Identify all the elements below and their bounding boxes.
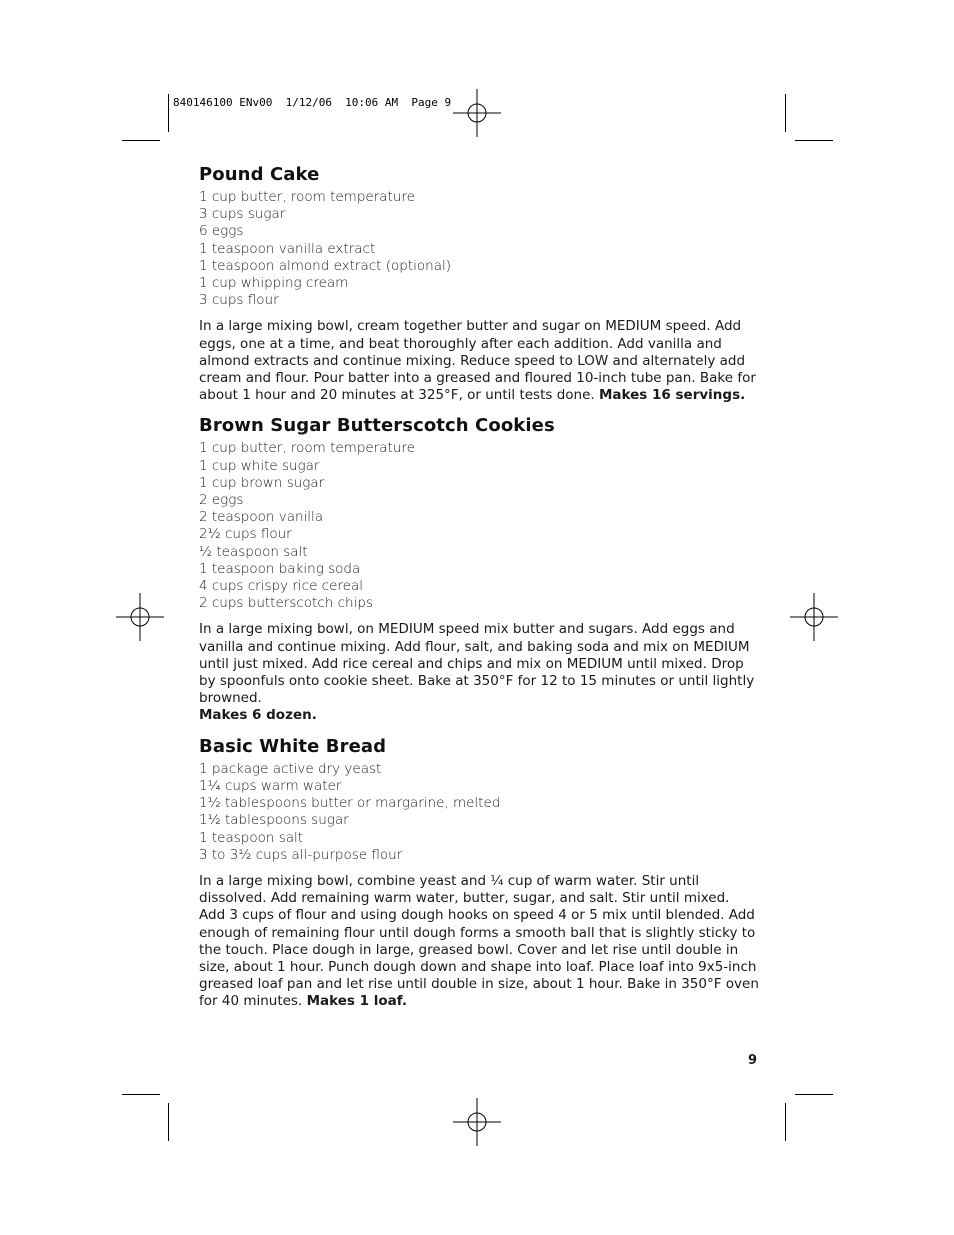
- ingredient: 1 cup white sugar: [199, 457, 320, 474]
- recipe-method: [199, 621, 759, 724]
- ingredient: 1 cup brown sugar: [199, 474, 325, 491]
- printer-slug: 840146100 ENv00 1/12/06 10:06 AM Page 9: [173, 96, 452, 109]
- registration-mark-left: [116, 593, 164, 641]
- registration-mark-top: [453, 89, 501, 137]
- ingredient: 2½ cups flour: [199, 526, 292, 543]
- recipe-title: Brown Sugar Butterscotch Cookies: [199, 415, 555, 437]
- ingredient: 1½ tablespoons butter or margarine, melted: [199, 795, 501, 812]
- ingredient: 1 teaspoon salt: [199, 829, 304, 846]
- recipe-method: [199, 873, 759, 1011]
- method-text: In a large mixing bowl, cream together butter and sugar on MEDIUM speed. Add eggs, one at a time, and beat thoroughly after each addition. Add vanilla and almond extracts and continue mixing. Reduce speed to LOW and alternately add cream and flour. Pour batter into a greased and floured 10-inch tube pan. Bake for about 1 hour and 20 minutes at 325°F, or until tests done.: [199, 318, 756, 404]
- crop-mark-top-left-h: [122, 140, 160, 141]
- recipe-yield: Makes 16 servings.: [598, 387, 746, 404]
- ingredient-list: [199, 761, 759, 864]
- ingredient: ½ teaspoon salt: [199, 543, 308, 560]
- recipe-white-bread: [199, 736, 759, 1011]
- method-text: In a large mixing bowl, combine yeast and ¼ cup of warm water. Stir until dissolved. Add remaining warm water, butter, sugar, and salt. Stir until mixed. Add 3 cups of flour and using dough hooks on speed 4 or 5 mix until blended. Add enough of remaining flour until dough forms a smooth ball that is slightly sticky to the touch. Place dough in large, greased bowl. Cover and let rise until double in size, about 1 hour. Punch dough down and shape into loaf. Place loaf into 9x5-inch greased loaf pan and let rise until double in size, about 1 hour. Bake in 350°F oven for 40 minutes.: [199, 872, 759, 1010]
- recipe-content: [199, 164, 759, 1022]
- recipe-butterscotch-cookies: [199, 415, 759, 724]
- ingredient: 1 cup whipping cream: [199, 275, 349, 292]
- ingredient: 3 to 3½ cups all-purpose flour: [199, 846, 403, 863]
- recipe-title: Basic White Bread: [199, 735, 387, 757]
- crop-mark-top-right-v: [785, 94, 786, 132]
- ingredient: 3 cups flour: [199, 292, 279, 309]
- ingredient: 1 package active dry yeast: [199, 760, 382, 777]
- method-text: In a large mixing bowl, on MEDIUM speed mix butter and sugars. Add eggs and vanilla and continue mixing. Add flour, salt, and baking soda and mix on MEDIUM until just mixed. Add rice cereal and chips and mix on MEDIUM until mixed. Drop by spoonfuls onto cookie sheet. Bake at 350°F for 12 to 15 minutes or until lightly browned.: [199, 621, 755, 707]
- crop-mark-top-right-h: [795, 140, 833, 141]
- ingredient: 6 eggs: [199, 223, 244, 240]
- recipe-method: [199, 318, 759, 404]
- ingredient-list: [199, 440, 759, 612]
- crop-mark-bottom-right-h: [795, 1094, 833, 1095]
- ingredient: 2 eggs: [199, 492, 244, 509]
- ingredient: 1 teaspoon vanilla extract: [199, 240, 376, 257]
- ingredient: 1 teaspoon almond extract (optional): [199, 257, 451, 274]
- recipe-pound-cake: [199, 164, 759, 404]
- ingredient: 1 cup butter, room temperature: [199, 440, 415, 457]
- crop-mark-bottom-left-v: [168, 1103, 169, 1141]
- ingredient: 4 cups crispy rice cereal: [199, 578, 363, 595]
- ingredient-list: [199, 189, 759, 309]
- ingredient: 1¼ cups warm water: [199, 777, 342, 794]
- crop-mark-top-left-v: [168, 94, 169, 132]
- ingredient: 1 cup butter, room temperature: [199, 189, 415, 205]
- ingredient: 2 teaspoon vanilla: [199, 509, 324, 526]
- page-number: 9: [748, 1053, 758, 1068]
- ingredient: 1½ tablespoons sugar: [199, 812, 349, 829]
- ingredient: 1 teaspoon baking soda: [199, 560, 361, 577]
- ingredient: 3 cups sugar: [199, 206, 286, 223]
- crop-mark-bottom-right-v: [785, 1103, 786, 1141]
- recipe-yield: Makes 6 dozen.: [199, 707, 317, 724]
- recipe-title: Pound Cake: [199, 164, 320, 185]
- ingredient: 2 cups butterscotch chips: [199, 595, 373, 612]
- crop-mark-bottom-left-h: [122, 1094, 160, 1095]
- recipe-yield: Makes 1 loaf.: [306, 993, 407, 1010]
- registration-mark-right: [790, 593, 838, 641]
- registration-mark-bottom: [453, 1098, 501, 1146]
